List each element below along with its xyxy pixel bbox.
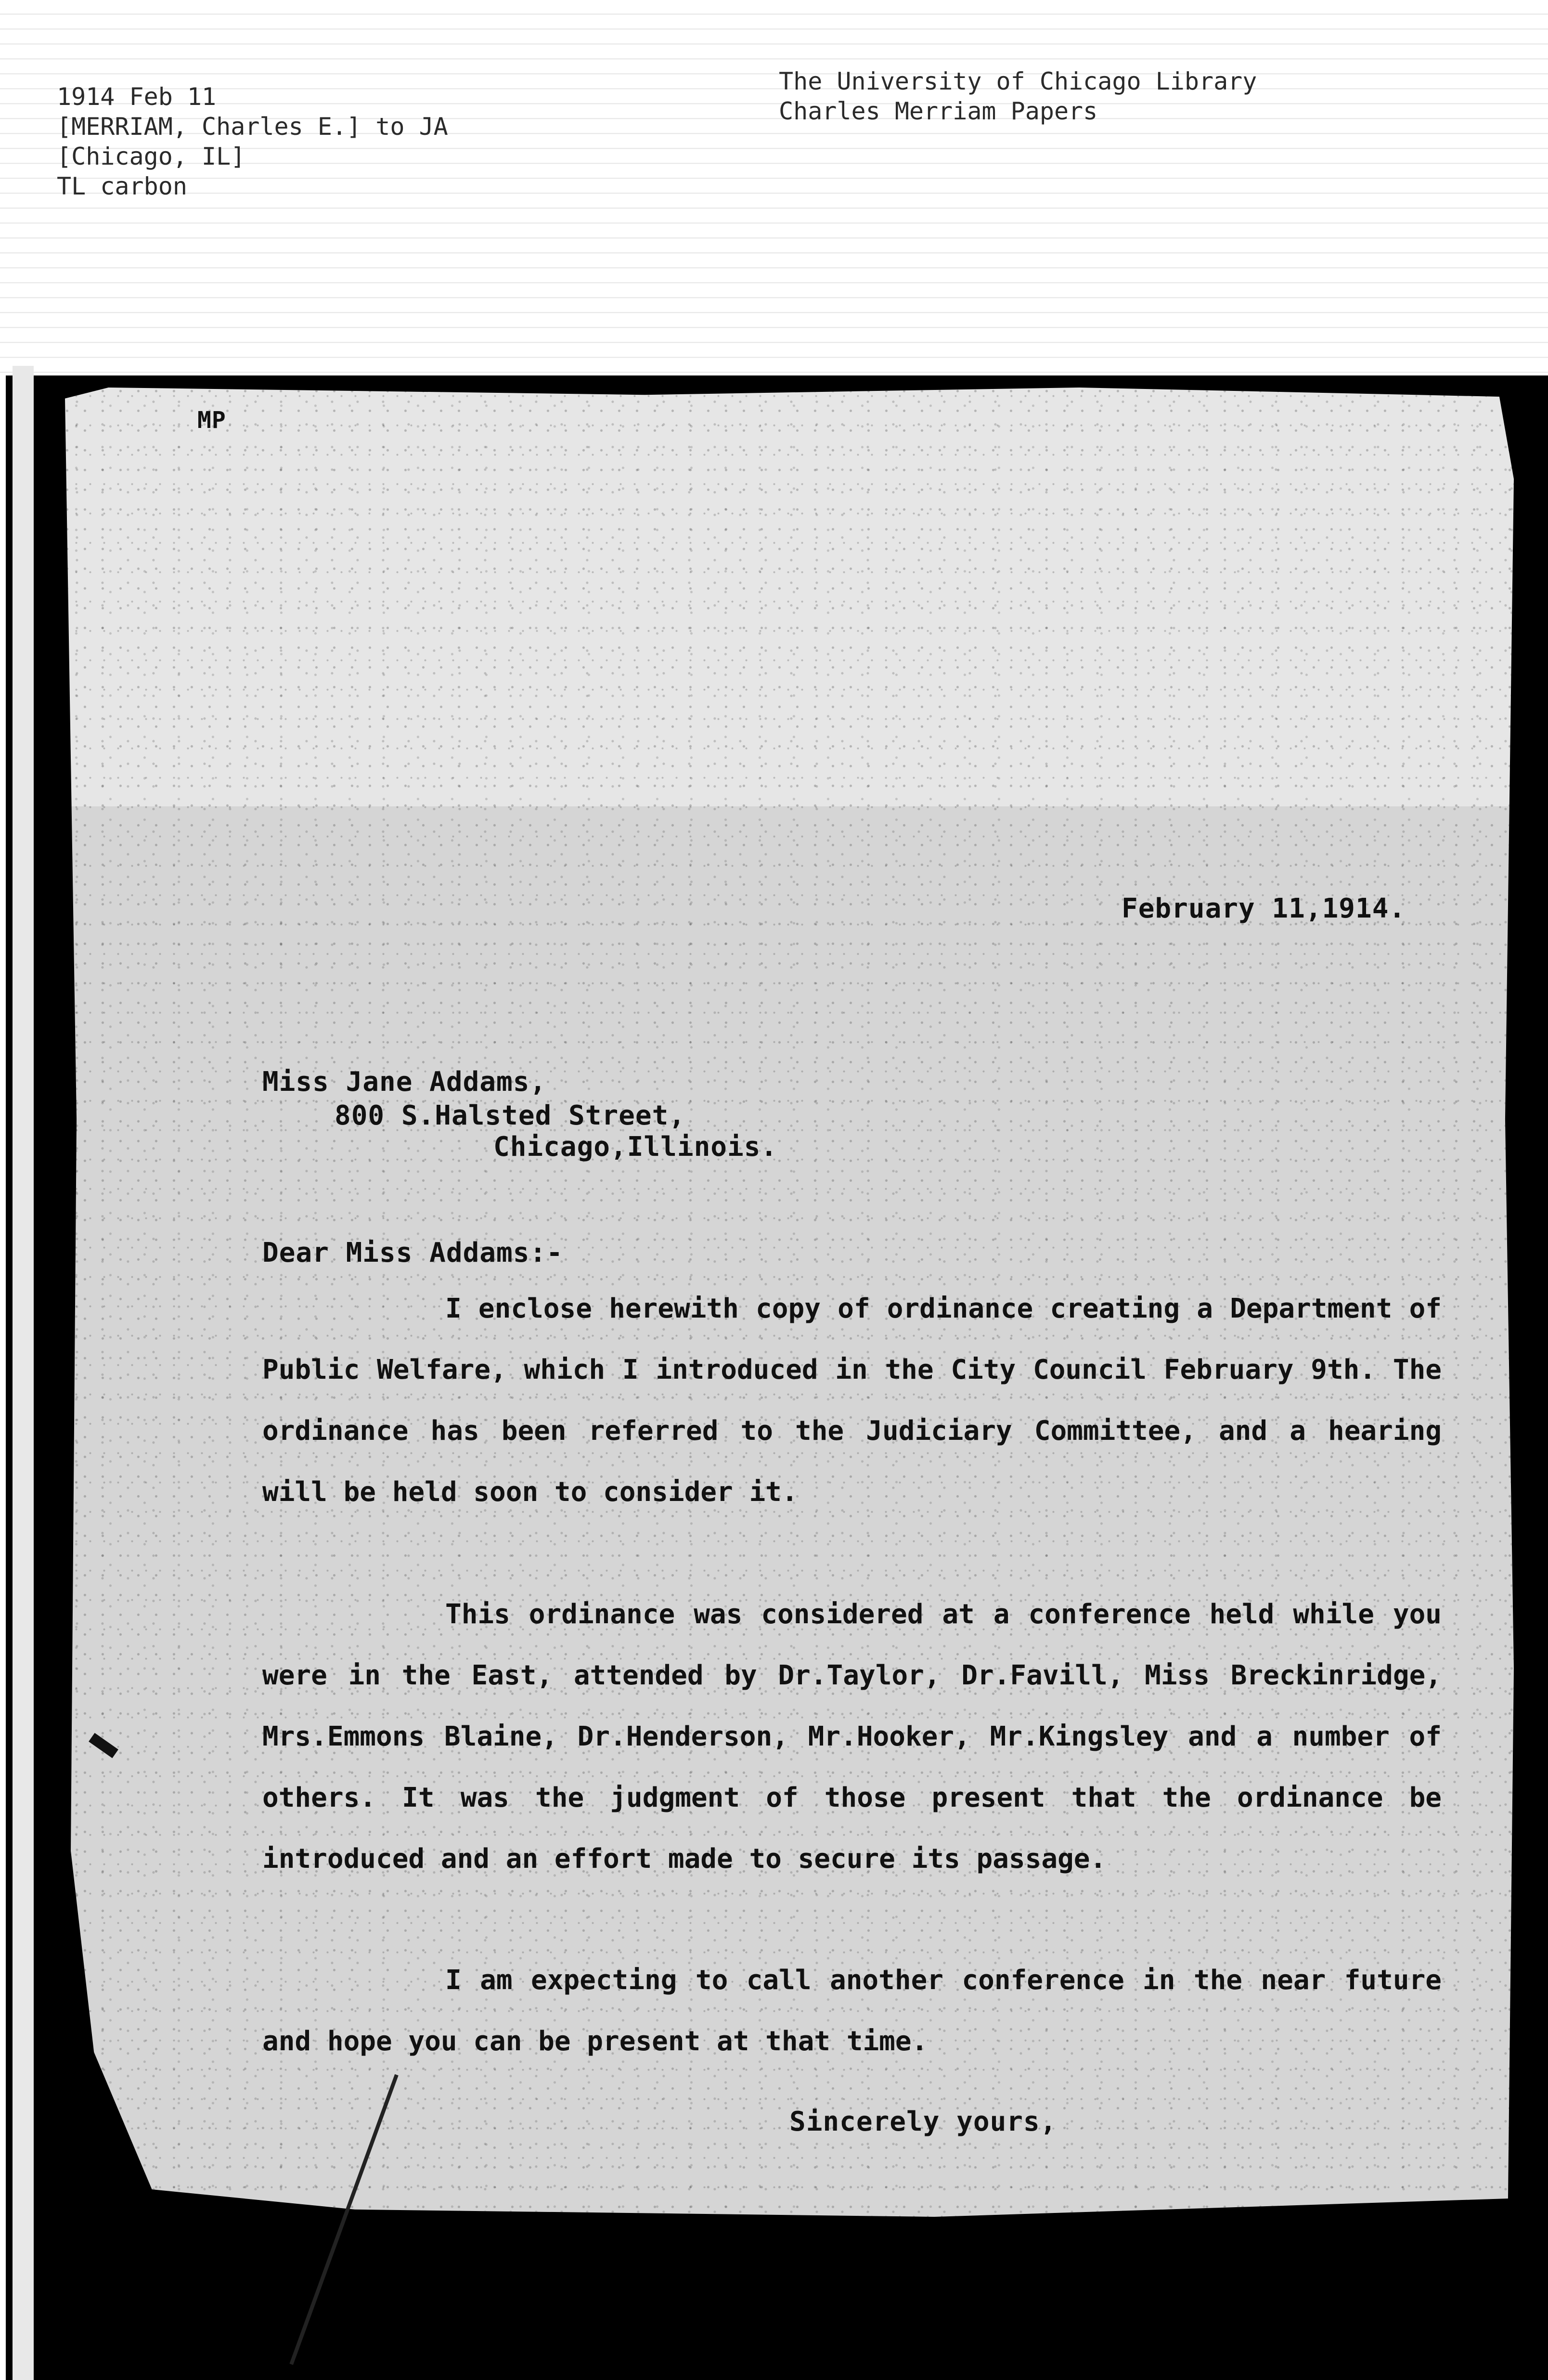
recipient-street: 800 S.Halsted Street,: [335, 1100, 686, 1131]
letter-initials: MP: [197, 407, 226, 434]
card-source: The University of Chicago Library Charles Merriam Papers: [779, 67, 1257, 125]
card-metadata: 1914 Feb 11 [MERRIAM, Charles E.] to JA [Chicago, IL] TL carbon: [57, 83, 448, 200]
left-border: [0, 375, 6, 2380]
archive-index-card: [0, 0, 1548, 375]
recipient-name: Miss Jane Addams,: [262, 1066, 547, 1098]
left-strip: [13, 366, 34, 2380]
paragraph-2: This ordinance was considered at a conference held while you were in the East, attended by Dr.Taylor, Dr.Favill, Miss Breckinridge, Mrs.Emmons Blaine, Dr.Henderson, Mr.Hooker, Mr.Kingsley and a number of others. It was the judgment of those present that the ordinance be introduced and an effort made to secure its passage.: [262, 1599, 1442, 1875]
salutation: Dear Miss Addams:-: [262, 1237, 563, 1268]
letter-date: February 11,1914.: [1122, 893, 1406, 924]
closing: Sincerely yours,: [789, 2106, 1057, 2137]
recipient-city: Chicago,Illinois.: [493, 1131, 778, 1163]
paragraph-3: I am expecting to call another conference in the near future and hope you can be present at that time.: [262, 1965, 1442, 2057]
paragraph-1: I enclose herewith copy of ordinance creating a Department of Public Welfare, which I introduced in the City Council February 9th. The ordinance has been referred to the Judiciary Committee, and a hearing will be held soon to consider it.: [262, 1293, 1442, 1508]
